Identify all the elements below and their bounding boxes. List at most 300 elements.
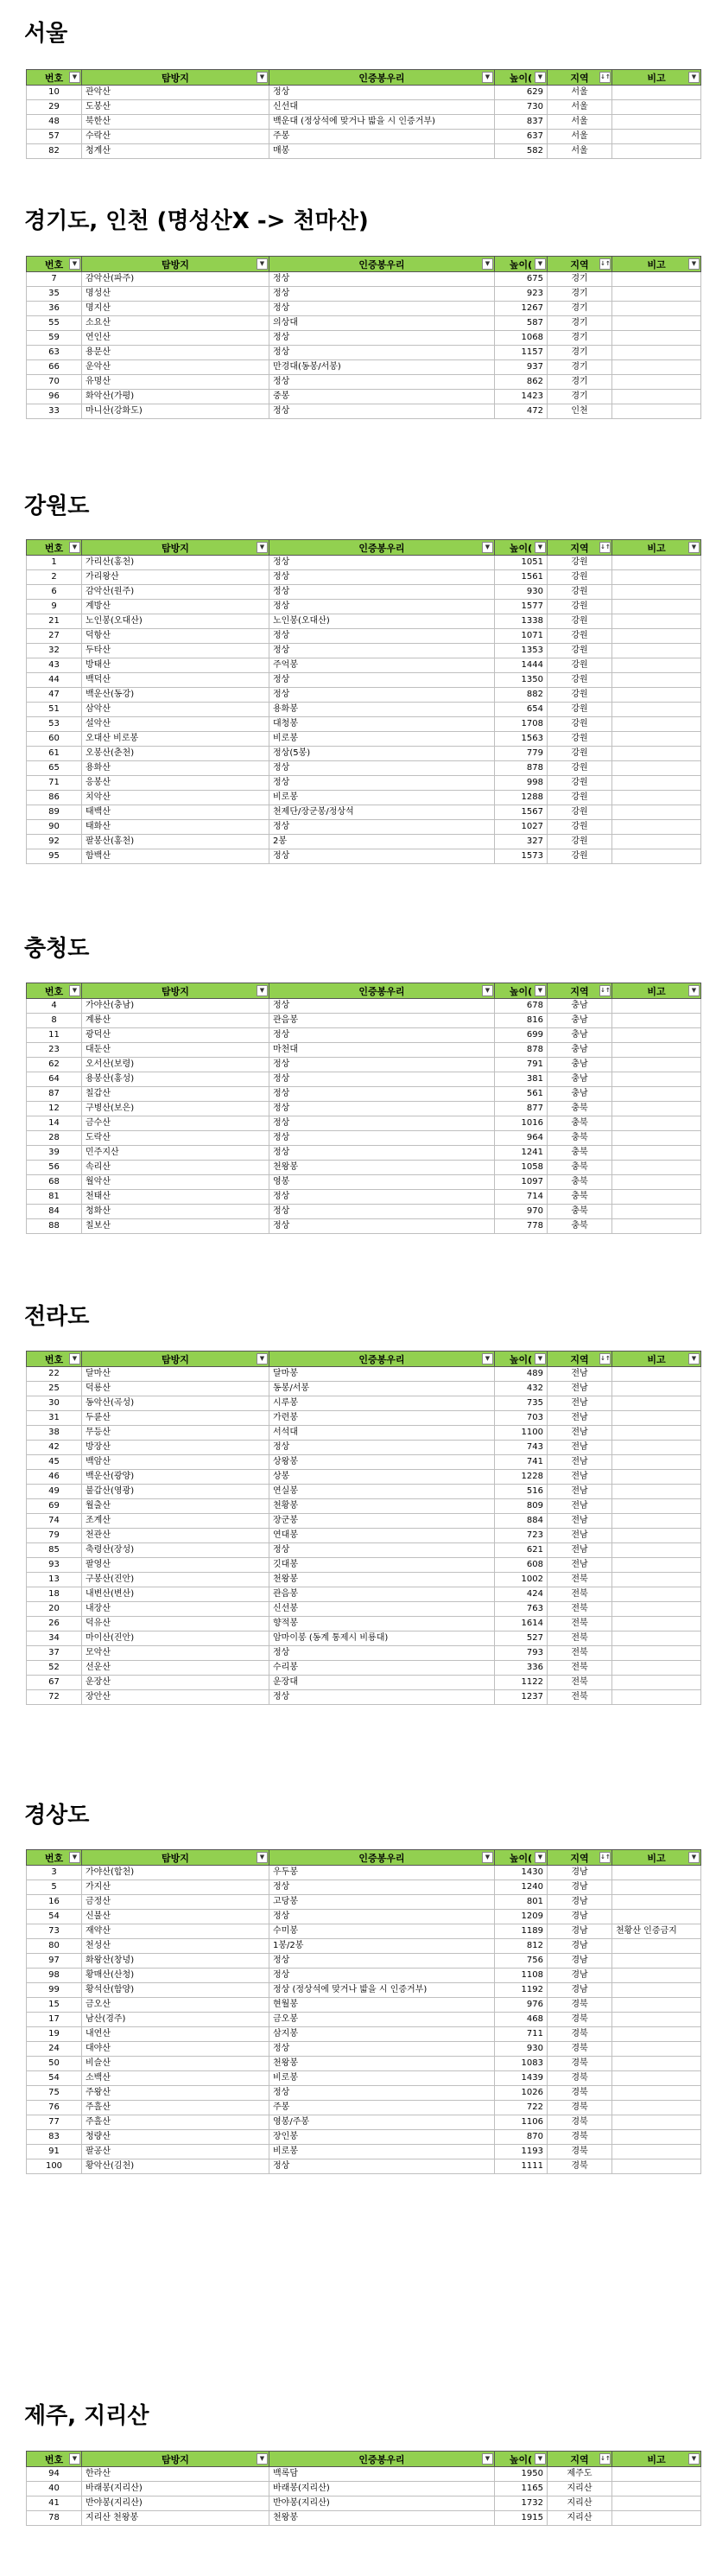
cell-peak: 정상 bbox=[269, 1072, 495, 1087]
column-header-name bbox=[82, 70, 269, 86]
cell-num: 52 bbox=[27, 1661, 82, 1676]
cell-region: 제주도 bbox=[548, 2467, 612, 2482]
header-row bbox=[27, 540, 701, 556]
table-row bbox=[27, 86, 701, 100]
cell-height: 930 bbox=[495, 585, 548, 600]
filter-dropdown-icon[interactable]: ▼ bbox=[69, 2453, 80, 2465]
cell-note bbox=[612, 1175, 701, 1190]
cell-name: 축령산(장성) bbox=[82, 1543, 269, 1558]
column-header-label: 높이( bbox=[509, 258, 533, 270]
cell-peak: 백록담 bbox=[269, 2467, 495, 2482]
cell-peak: 정상 bbox=[269, 1190, 495, 1205]
column-header-label: 인증봉우리 bbox=[358, 258, 405, 270]
table-row bbox=[27, 2042, 701, 2057]
cell-region: 강원 bbox=[548, 776, 612, 791]
cell-note bbox=[612, 2071, 701, 2086]
cell-note bbox=[612, 390, 701, 404]
column-header-label: 비고 bbox=[647, 542, 666, 554]
cell-region: 전북 bbox=[548, 1617, 612, 1631]
filter-dropdown-icon[interactable]: ▼ bbox=[688, 542, 700, 553]
cell-num: 97 bbox=[27, 1954, 82, 1969]
filter-dropdown-icon[interactable]: ▼ bbox=[257, 1353, 268, 1364]
filter-dropdown-icon[interactable]: ▼ bbox=[257, 542, 268, 553]
cell-height: 472 bbox=[495, 404, 548, 419]
cell-num: 66 bbox=[27, 360, 82, 375]
filter-dropdown-icon[interactable]: ▼ bbox=[69, 72, 80, 83]
filter-dropdown-icon[interactable]: ▼ bbox=[688, 1353, 700, 1364]
cell-height: 1111 bbox=[495, 2159, 548, 2174]
table-row bbox=[27, 316, 701, 331]
filter-dropdown-icon[interactable]: ▼ bbox=[69, 1852, 80, 1863]
cell-peak: 동봉/서봉 bbox=[269, 1382, 495, 1396]
cell-num: 17 bbox=[27, 2013, 82, 2027]
table-row bbox=[27, 1205, 701, 1219]
cell-note bbox=[612, 1676, 701, 1690]
cell-height: 1002 bbox=[495, 1573, 548, 1587]
column-header-note bbox=[612, 70, 701, 86]
cell-height: 970 bbox=[495, 1205, 548, 1219]
filter-dropdown-icon[interactable]: ↓↑ bbox=[599, 72, 611, 83]
cell-num: 44 bbox=[27, 673, 82, 688]
cell-region: 경남 bbox=[548, 1910, 612, 1924]
cell-height: 637 bbox=[495, 130, 548, 144]
cell-note bbox=[612, 849, 701, 864]
cell-name: 태백산 bbox=[82, 805, 269, 820]
column-header-height bbox=[495, 2452, 548, 2467]
cell-peak: 정상 bbox=[269, 688, 495, 703]
cell-peak: 만경대(동봉/서봉) bbox=[269, 360, 495, 375]
cell-region: 경북 bbox=[548, 2145, 612, 2159]
cell-region: 경남 bbox=[548, 1866, 612, 1880]
cell-name: 황악산(김천) bbox=[82, 2159, 269, 2174]
cell-peak: 향적봉 bbox=[269, 1617, 495, 1631]
table-row bbox=[27, 1028, 701, 1043]
table-row bbox=[27, 2145, 701, 2159]
cell-num: 71 bbox=[27, 776, 82, 791]
filter-dropdown-icon[interactable]: ▼ bbox=[482, 985, 493, 996]
cell-peak: 정상 bbox=[269, 1880, 495, 1895]
cell-peak: 대청봉 bbox=[269, 717, 495, 732]
cell-name: 신불산 bbox=[82, 1910, 269, 1924]
cell-height: 1100 bbox=[495, 1426, 548, 1441]
cell-peak: 비로봉 bbox=[269, 732, 495, 747]
cell-note: 천황산 인증금지 bbox=[612, 1924, 701, 1939]
cell-peak: 정상 bbox=[269, 776, 495, 791]
cell-height: 1071 bbox=[495, 629, 548, 644]
cell-num: 85 bbox=[27, 1543, 82, 1558]
cell-num: 64 bbox=[27, 1072, 82, 1087]
filter-dropdown-icon[interactable]: ▼ bbox=[257, 258, 268, 270]
cell-peak: 1봉/2봉 bbox=[269, 1939, 495, 1954]
mountain-table bbox=[26, 1849, 701, 2174]
cell-region: 경북 bbox=[548, 2086, 612, 2101]
cell-num: 91 bbox=[27, 2145, 82, 2159]
table-row bbox=[27, 2115, 701, 2130]
column-header-label: 높이( bbox=[509, 1353, 533, 1365]
cell-region: 강원 bbox=[548, 585, 612, 600]
cell-height: 1561 bbox=[495, 570, 548, 585]
cell-peak: 의상대 bbox=[269, 316, 495, 331]
cell-note bbox=[612, 272, 701, 287]
cell-region: 경남 bbox=[548, 1924, 612, 1939]
cell-height: 1430 bbox=[495, 1866, 548, 1880]
filter-dropdown-icon[interactable]: ▼ bbox=[535, 1852, 546, 1863]
header-row bbox=[27, 2452, 701, 2467]
table-row bbox=[27, 1014, 701, 1028]
cell-note bbox=[612, 316, 701, 331]
cell-num: 29 bbox=[27, 100, 82, 115]
filter-dropdown-icon[interactable]: ▼ bbox=[688, 985, 700, 996]
cell-region: 충남 bbox=[548, 1014, 612, 1028]
cell-name: 삼악산 bbox=[82, 703, 269, 717]
cell-region: 경기 bbox=[548, 272, 612, 287]
cell-region: 충남 bbox=[548, 1028, 612, 1043]
cell-peak: 정상 bbox=[269, 1116, 495, 1131]
cell-peak: 천왕봉 bbox=[269, 1161, 495, 1175]
cell-region: 전북 bbox=[548, 1573, 612, 1587]
filter-dropdown-icon[interactable]: ▼ bbox=[482, 72, 493, 83]
filter-dropdown-icon[interactable]: ▼ bbox=[69, 542, 80, 553]
cell-peak: 마천대 bbox=[269, 1043, 495, 1058]
table-row bbox=[27, 1924, 701, 1939]
cell-peak: 정상 bbox=[269, 86, 495, 100]
cell-region: 충북 bbox=[548, 1175, 612, 1190]
cell-height: 699 bbox=[495, 1028, 548, 1043]
cell-height: 930 bbox=[495, 2042, 548, 2057]
column-header-name bbox=[82, 1850, 269, 1866]
cell-name: 함백산 bbox=[82, 849, 269, 864]
section-title: 제주, 지리산 bbox=[24, 2403, 149, 2429]
header-row bbox=[27, 257, 701, 272]
cell-num: 59 bbox=[27, 331, 82, 346]
cell-num: 23 bbox=[27, 1043, 82, 1058]
cell-region: 전남 bbox=[548, 1367, 612, 1382]
column-header-label: 비고 bbox=[647, 258, 666, 270]
cell-name: 황석산(함양) bbox=[82, 1983, 269, 1998]
column-header-peak bbox=[269, 983, 495, 999]
column-header-label: 높이( bbox=[509, 72, 533, 84]
filter-dropdown-icon[interactable]: ▼ bbox=[482, 1852, 493, 1863]
cell-height: 1614 bbox=[495, 1617, 548, 1631]
header-row bbox=[27, 983, 701, 999]
cell-note bbox=[612, 2159, 701, 2174]
cell-note bbox=[612, 1661, 701, 1676]
cell-num: 25 bbox=[27, 1382, 82, 1396]
cell-height: 468 bbox=[495, 2013, 548, 2027]
cell-name: 청계산 bbox=[82, 144, 269, 159]
cell-num: 89 bbox=[27, 805, 82, 820]
column-header-label: 인증봉우리 bbox=[358, 72, 405, 84]
cell-peak: 깃대봉 bbox=[269, 1558, 495, 1573]
cell-num: 78 bbox=[27, 2511, 82, 2526]
cell-num: 15 bbox=[27, 1998, 82, 2013]
cell-note bbox=[612, 1587, 701, 1602]
filter-dropdown-icon[interactable]: ▼ bbox=[257, 72, 268, 83]
column-header-name bbox=[82, 2452, 269, 2467]
filter-dropdown-icon[interactable]: ▼ bbox=[535, 985, 546, 996]
filter-dropdown-icon[interactable]: ▼ bbox=[482, 1353, 493, 1364]
table-row bbox=[27, 1087, 701, 1102]
cell-height: 1915 bbox=[495, 2511, 548, 2526]
cell-num: 19 bbox=[27, 2027, 82, 2042]
filter-dropdown-icon[interactable]: ▼ bbox=[688, 1852, 700, 1863]
filter-dropdown-icon[interactable]: ▼ bbox=[688, 258, 700, 270]
column-header-height bbox=[495, 70, 548, 86]
cell-num: 76 bbox=[27, 2101, 82, 2115]
cell-height: 1338 bbox=[495, 614, 548, 629]
cell-peak: 정상 bbox=[269, 2159, 495, 2174]
column-header-label: 지역 bbox=[570, 1353, 589, 1365]
cell-peak: 상봉 bbox=[269, 1470, 495, 1485]
cell-num: 2 bbox=[27, 570, 82, 585]
cell-name: 팔봉산(홍천) bbox=[82, 835, 269, 849]
cell-note bbox=[612, 703, 701, 717]
cell-name: 덕룡산 bbox=[82, 1382, 269, 1396]
cell-name: 조계산 bbox=[82, 1514, 269, 1529]
cell-name: 내변산(변산) bbox=[82, 1587, 269, 1602]
cell-num: 36 bbox=[27, 302, 82, 316]
cell-region: 전북 bbox=[548, 1661, 612, 1676]
column-header-label: 번호 bbox=[44, 258, 64, 270]
filter-dropdown-icon[interactable]: ▼ bbox=[535, 258, 546, 270]
cell-num: 77 bbox=[27, 2115, 82, 2130]
cell-region: 인천 bbox=[548, 404, 612, 419]
cell-height: 793 bbox=[495, 1646, 548, 1661]
table-row bbox=[27, 614, 701, 629]
cell-num: 88 bbox=[27, 1219, 82, 1234]
column-header-height bbox=[495, 1352, 548, 1367]
filter-dropdown-icon[interactable]: ▼ bbox=[535, 2453, 546, 2465]
cell-height: 779 bbox=[495, 747, 548, 761]
cell-num: 74 bbox=[27, 1514, 82, 1529]
cell-height: 1439 bbox=[495, 2071, 548, 2086]
filter-dropdown-icon[interactable]: ▼ bbox=[257, 985, 268, 996]
mountain-table bbox=[26, 1351, 701, 1705]
cell-peak: 정상 bbox=[269, 404, 495, 419]
cell-name: 용봉산(홍성) bbox=[82, 1072, 269, 1087]
cell-height: 878 bbox=[495, 1043, 548, 1058]
cell-region: 경기 bbox=[548, 287, 612, 302]
cell-peak: 정상 bbox=[269, 1131, 495, 1146]
table-row bbox=[27, 1676, 701, 1690]
cell-region: 전남 bbox=[548, 1529, 612, 1543]
filter-dropdown-icon[interactable]: ▼ bbox=[688, 72, 700, 83]
cell-name: 대야산 bbox=[82, 2042, 269, 2057]
cell-num: 46 bbox=[27, 1470, 82, 1485]
cell-height: 336 bbox=[495, 1661, 548, 1676]
cell-name: 연인산 bbox=[82, 331, 269, 346]
table-row bbox=[27, 658, 701, 673]
cell-note bbox=[612, 1998, 701, 2013]
cell-note bbox=[612, 2145, 701, 2159]
cell-height: 678 bbox=[495, 999, 548, 1014]
filter-dropdown-icon[interactable]: ↓↑ bbox=[599, 542, 611, 553]
cell-peak: 천제단/장군봉/정상석 bbox=[269, 805, 495, 820]
filter-dropdown-icon[interactable]: ▼ bbox=[257, 2453, 268, 2465]
cell-note bbox=[612, 2115, 701, 2130]
cell-region: 경기 bbox=[548, 346, 612, 360]
cell-note bbox=[612, 1131, 701, 1146]
section-title: 전라도 bbox=[24, 1304, 90, 1330]
cell-peak: 정상 bbox=[269, 673, 495, 688]
cell-name: 달마산 bbox=[82, 1367, 269, 1382]
cell-peak: 정상 bbox=[269, 1969, 495, 1983]
filter-dropdown-icon[interactable]: ▼ bbox=[69, 258, 80, 270]
cell-name: 계룡산 bbox=[82, 1014, 269, 1028]
column-header-label: 탐방지 bbox=[162, 72, 189, 84]
column-header-name bbox=[82, 257, 269, 272]
cell-note bbox=[612, 717, 701, 732]
filter-dropdown-icon[interactable]: ▼ bbox=[69, 1353, 80, 1364]
cell-num: 39 bbox=[27, 1146, 82, 1161]
cell-peak: 운장대 bbox=[269, 1676, 495, 1690]
cell-region: 경기 bbox=[548, 316, 612, 331]
cell-peak: 장인봉 bbox=[269, 2130, 495, 2145]
cell-peak: 영봉/주봉 bbox=[269, 2115, 495, 2130]
cell-num: 84 bbox=[27, 1205, 82, 1219]
cell-height: 1106 bbox=[495, 2115, 548, 2130]
cell-num: 48 bbox=[27, 115, 82, 130]
cell-peak: 정상 bbox=[269, 375, 495, 390]
cell-peak: 가련봉 bbox=[269, 1411, 495, 1426]
column-header-peak bbox=[269, 257, 495, 272]
cell-num: 16 bbox=[27, 1895, 82, 1910]
cell-height: 791 bbox=[495, 1058, 548, 1072]
cell-num: 82 bbox=[27, 144, 82, 159]
cell-name: 모악산 bbox=[82, 1646, 269, 1661]
cell-note bbox=[612, 1205, 701, 1219]
cell-note bbox=[612, 2511, 701, 2526]
table-row bbox=[27, 1880, 701, 1895]
cell-peak: 달마봉 bbox=[269, 1367, 495, 1382]
cell-peak: 장군봉 bbox=[269, 1514, 495, 1529]
column-header-label: 높이( bbox=[509, 985, 533, 997]
cell-region: 전북 bbox=[548, 1676, 612, 1690]
table-row bbox=[27, 375, 701, 390]
column-header-note bbox=[612, 540, 701, 556]
cell-height: 1240 bbox=[495, 1880, 548, 1895]
column-header-label: 지역 bbox=[570, 985, 589, 997]
cell-name: 광덕산 bbox=[82, 1028, 269, 1043]
column-header-label: 탐방지 bbox=[162, 542, 189, 554]
cell-height: 489 bbox=[495, 1367, 548, 1382]
column-header-peak bbox=[269, 540, 495, 556]
cell-name: 화악산(가평) bbox=[82, 390, 269, 404]
cell-num: 62 bbox=[27, 1058, 82, 1072]
filter-dropdown-icon[interactable]: ▼ bbox=[482, 2453, 493, 2465]
cell-num: 86 bbox=[27, 791, 82, 805]
cell-height: 1563 bbox=[495, 732, 548, 747]
cell-height: 1157 bbox=[495, 346, 548, 360]
column-header-region bbox=[548, 70, 612, 86]
cell-peak: 정상 bbox=[269, 556, 495, 570]
column-header-name bbox=[82, 1352, 269, 1367]
cell-peak: 천왕봉 bbox=[269, 1573, 495, 1587]
column-header-label: 높이( bbox=[509, 542, 533, 554]
cell-peak: 정상 (정상석에 맞거나 밟을 시 인증거부) bbox=[269, 1983, 495, 1998]
filter-dropdown-icon[interactable]: ▼ bbox=[535, 72, 546, 83]
filter-dropdown-icon[interactable]: ↓↑ bbox=[599, 2453, 611, 2465]
cell-name: 월출산 bbox=[82, 1499, 269, 1514]
cell-name: 오봉산(춘천) bbox=[82, 747, 269, 761]
cell-name: 팔영산 bbox=[82, 1558, 269, 1573]
cell-note bbox=[612, 1426, 701, 1441]
cell-note bbox=[612, 1455, 701, 1470]
cell-region: 전남 bbox=[548, 1470, 612, 1485]
table-row bbox=[27, 1558, 701, 1573]
cell-name: 지리산 천왕봉 bbox=[82, 2511, 269, 2526]
cell-name: 선운산 bbox=[82, 1661, 269, 1676]
cell-num: 20 bbox=[27, 1602, 82, 1617]
cell-height: 884 bbox=[495, 1514, 548, 1529]
filter-dropdown-icon[interactable]: ▼ bbox=[688, 2453, 700, 2465]
filter-dropdown-icon[interactable]: ↓↑ bbox=[599, 1852, 611, 1863]
cell-peak: 주봉 bbox=[269, 2101, 495, 2115]
cell-name: 덕항산 bbox=[82, 629, 269, 644]
cell-name: 청량산 bbox=[82, 2130, 269, 2145]
cell-note bbox=[612, 1910, 701, 1924]
cell-peak: 정상 bbox=[269, 346, 495, 360]
cell-peak: 노인봉(오대산) bbox=[269, 614, 495, 629]
cell-note bbox=[612, 1954, 701, 1969]
column-header-label: 비고 bbox=[647, 2453, 666, 2465]
column-header-num bbox=[27, 257, 82, 272]
cell-name: 민주지산 bbox=[82, 1146, 269, 1161]
cell-peak: 신선봉 bbox=[269, 1602, 495, 1617]
cell-region: 강원 bbox=[548, 600, 612, 614]
cell-name: 감악산(파주) bbox=[82, 272, 269, 287]
filter-dropdown-icon[interactable]: ↓↑ bbox=[599, 985, 611, 996]
filter-dropdown-icon[interactable]: ▼ bbox=[535, 1353, 546, 1364]
filter-dropdown-icon[interactable]: ▼ bbox=[535, 542, 546, 553]
cell-height: 1165 bbox=[495, 2482, 548, 2496]
cell-note bbox=[612, 820, 701, 835]
cell-peak: 2봉 bbox=[269, 835, 495, 849]
cell-height: 878 bbox=[495, 761, 548, 776]
column-header-label: 높이( bbox=[509, 1852, 533, 1864]
cell-note bbox=[612, 1470, 701, 1485]
cell-num: 53 bbox=[27, 717, 82, 732]
cell-name: 가야산(충남) bbox=[82, 999, 269, 1014]
column-header-label: 번호 bbox=[44, 1852, 64, 1864]
filter-dropdown-icon[interactable]: ↓↑ bbox=[599, 258, 611, 270]
column-header-label: 인증봉우리 bbox=[358, 2453, 405, 2465]
cell-height: 1192 bbox=[495, 1983, 548, 1998]
cell-note bbox=[612, 1072, 701, 1087]
cell-peak: 정상 bbox=[269, 644, 495, 658]
cell-name: 천태산 bbox=[82, 1190, 269, 1205]
cell-note bbox=[612, 115, 701, 130]
filter-dropdown-icon[interactable]: ▼ bbox=[69, 985, 80, 996]
table-row bbox=[27, 1499, 701, 1514]
section-title: 경상도 bbox=[24, 1803, 90, 1829]
cell-name: 칠갑산 bbox=[82, 1087, 269, 1102]
filter-dropdown-icon[interactable]: ↓↑ bbox=[599, 1353, 611, 1364]
cell-name: 감악산(원주) bbox=[82, 585, 269, 600]
cell-peak: 삼지봉 bbox=[269, 2027, 495, 2042]
cell-height: 703 bbox=[495, 1411, 548, 1426]
filter-dropdown-icon[interactable]: ▼ bbox=[257, 1852, 268, 1863]
cell-region: 충북 bbox=[548, 1190, 612, 1205]
table-row bbox=[27, 1058, 701, 1072]
cell-num: 5 bbox=[27, 1880, 82, 1895]
cell-note bbox=[612, 1939, 701, 1954]
cell-region: 전북 bbox=[548, 1602, 612, 1617]
filter-dropdown-icon[interactable]: ▼ bbox=[482, 542, 493, 553]
cell-region: 전남 bbox=[548, 1411, 612, 1426]
cell-peak: 주봉 bbox=[269, 130, 495, 144]
filter-dropdown-icon[interactable]: ▼ bbox=[482, 258, 493, 270]
